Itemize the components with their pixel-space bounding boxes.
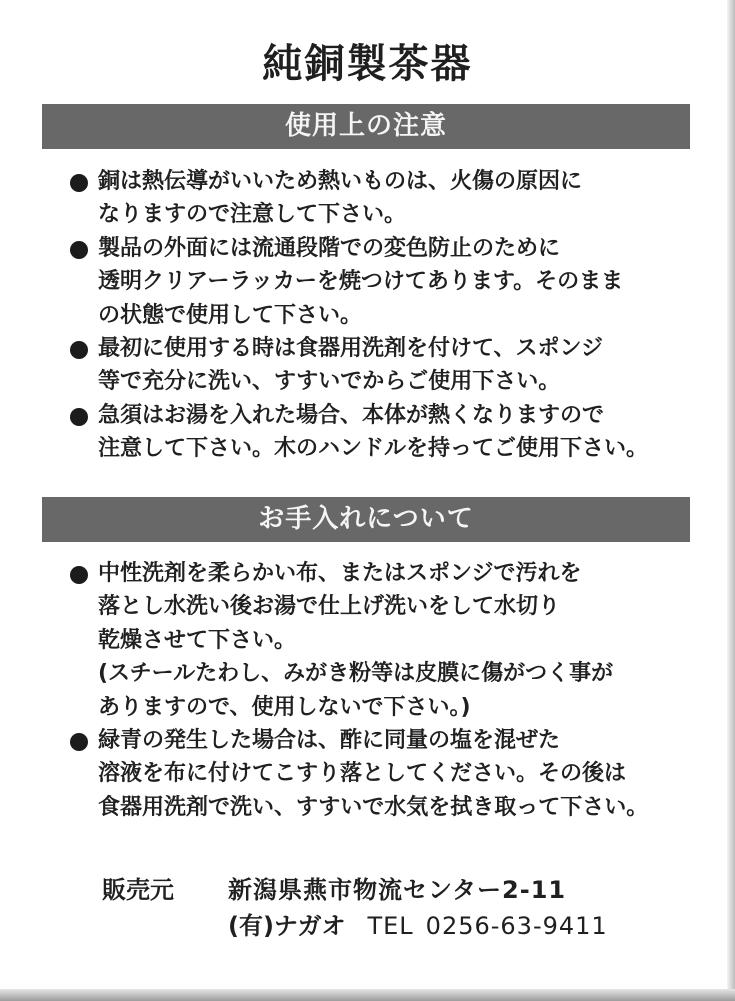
seller-contact-line bbox=[102, 908, 672, 944]
company-name: (有)ナガオ bbox=[228, 912, 346, 940]
list-item bbox=[68, 332, 668, 399]
list-item bbox=[68, 165, 668, 232]
seller-address-line bbox=[102, 872, 672, 908]
list-item-note: (スチールたわし、みがき粉等は皮膜に傷がつく事が ありますので、使用しないで下さい。) bbox=[98, 661, 614, 720]
list-item bbox=[68, 232, 668, 332]
bullet-icon bbox=[70, 174, 88, 192]
care-instructions-list bbox=[68, 557, 668, 824]
list-item-text: 製品の外面には流通段階での変色防止のために 透明クリアーラッカーを焼つけてあります。そのまま の状態で使用して下さい。 bbox=[98, 235, 624, 328]
seller-info bbox=[102, 872, 672, 944]
list-item-text: 緑青の発生した場合は、酢に同量の塩を混ぜた 溶液を布に付けてこすり落としてください。その後は 食器用洗剤で洗い、すすいで水気を拭き取って下さい。 bbox=[98, 728, 649, 820]
card-right-edge bbox=[727, 0, 735, 1001]
product-title: 純銅製茶器 bbox=[262, 41, 473, 87]
tel-label: TEL bbox=[367, 912, 414, 940]
list-item-text: 最初に使用する時は食器用洗剤を付けて、スポンジ 等で充分に洗い、すすいでからご使用下さい。 bbox=[98, 336, 604, 395]
tel-number: 0256-63-9411 bbox=[425, 912, 608, 940]
bullet-icon bbox=[70, 341, 88, 359]
bullet-icon bbox=[70, 733, 88, 751]
list-item bbox=[68, 724, 668, 824]
card-bottom-edge bbox=[0, 989, 735, 1001]
bullet-icon bbox=[70, 241, 88, 259]
list-item bbox=[68, 557, 668, 724]
usage-cautions-list bbox=[68, 165, 668, 466]
list-item-text: 急須はお湯を入れた場合、本体が熱くなりますので 注意して下さい。木のハンドルを持ってご使用下さい。 bbox=[98, 402, 649, 462]
list-item-text: 中性洗剤を柔らかい布、またはスポンジで汚れを 落とし水洗い後お湯で仕上げ洗いをして水切り 乾燥させて下さい。 bbox=[98, 561, 582, 653]
section-heading-usage-cautions: 使用上の注意 bbox=[42, 104, 690, 149]
section-heading-care-instructions: お手入れについて bbox=[42, 497, 690, 542]
seller-label: 販売元 bbox=[102, 876, 174, 904]
list-item bbox=[68, 399, 668, 466]
bullet-icon bbox=[70, 566, 88, 584]
list-item-text: 銅は熱伝導がいいため熱いものは、火傷の原因に なりますので注意して下さい。 bbox=[98, 169, 583, 228]
seller-address: 新潟県燕市物流センター2-11 bbox=[228, 876, 567, 904]
bullet-icon bbox=[70, 408, 88, 426]
